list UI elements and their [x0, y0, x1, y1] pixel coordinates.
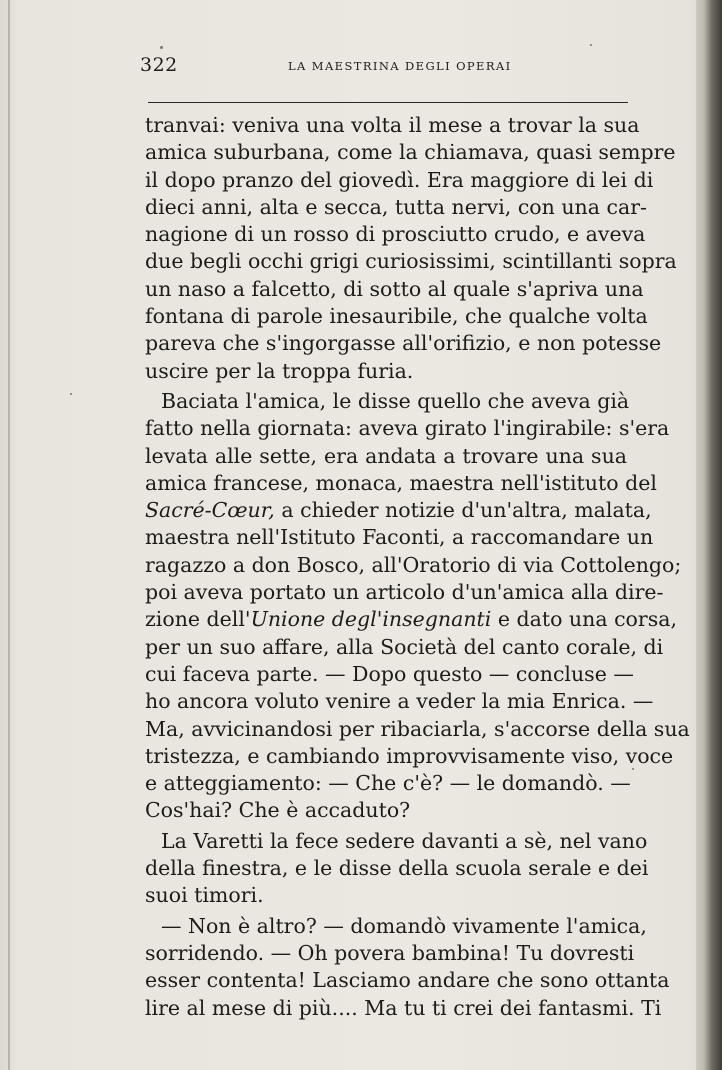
- text-line: tranvai: veniva una volta il mese a trovar la sua: [145, 113, 640, 137]
- page-number: 322: [140, 54, 178, 76]
- paper-speck: [160, 46, 163, 49]
- text-line: della finestra, e le disse della scuola serale e dei: [145, 856, 649, 881]
- text-line: La Varetti la fece sedere davanti a sè, nel vano: [161, 828, 648, 853]
- text-line: uscire per la troppa furia.: [145, 358, 414, 383]
- italic-phrase: Sacré-Cœur,: [145, 498, 275, 523]
- paper-speck: [632, 768, 634, 770]
- text-line: Cos'hai? Che è accaduto?: [145, 798, 411, 823]
- text-line: pareva che s'ingorgasse all'orifizio, e non potesse: [145, 331, 662, 356]
- text-line: amica suburbana, come la chiamava, quasi sempre: [145, 140, 676, 165]
- running-title: LA MAESTRINA DEGLI OPERAI: [288, 59, 512, 73]
- text-line: Baciata l'amica, le disse quello che aveva già: [161, 388, 630, 413]
- paper-speck: [70, 393, 72, 395]
- text-line: fatto nella giornata: aveva girato l'ingirabile: s'era: [145, 416, 670, 441]
- text-line: levata alle sette, era andata a trovare una sua: [145, 443, 627, 468]
- text-line: suoi timori.: [145, 883, 264, 908]
- text-line: nagione di un rosso di prosciutto crudo, e aveva: [145, 222, 646, 247]
- text-line: e atteggiamento: — Che c'è? — le domandò. —: [145, 771, 631, 796]
- text-line: il dopo pranzo del giovedì. Era maggiore di lei di: [145, 167, 654, 192]
- paper-speck: [590, 44, 592, 46]
- text-line: lire al mese di più.... Ma tu ti crei dei fantasmi. Ti: [145, 995, 662, 1020]
- body-text: [145, 112, 690, 1022]
- text-line: maestra nell'Istituto Faconti, a raccomandare un: [145, 525, 654, 550]
- text-line: due begli occhi grigi curiosissimi, scintillanti sopra: [145, 249, 677, 274]
- text-line: Sacré-Cœur, a chieder notizie d'un'altra, malata,: [145, 498, 652, 523]
- running-header: [140, 54, 628, 84]
- text-line: dieci anni, alta e secca, tutta nervi, con una car-: [145, 194, 647, 219]
- page-edge-left: [8, 0, 10, 1070]
- text-line: sorridendo. — Oh povera bambina! Tu dovresti: [145, 940, 635, 965]
- text-line: amica francese, monaca, maestra nell'istituto del: [145, 470, 657, 495]
- italic-phrase: Unione degl'insegnanti: [250, 607, 492, 632]
- text-line: zione dell'Unione degl'insegnanti e dato una corsa,: [145, 607, 677, 632]
- book-spine-shadow: [696, 0, 722, 1070]
- header-rule: [148, 102, 628, 103]
- text-line: — Non è altro? — domandò vivamente l'amica,: [161, 913, 647, 938]
- text-line: poi aveva portato un articolo d'un'amica alla dire-: [145, 580, 664, 605]
- text-line: tristezza, e cambiando improvvisamente viso, voce: [145, 743, 674, 768]
- text-line: ho ancora voluto venire a veder la mia Enrica. —: [145, 689, 654, 714]
- text-line: Ma, avvicinandosi per ribaciarla, s'accorse della sua: [145, 716, 690, 741]
- text-line: fontana di parole inesauribile, che qualche volta: [145, 304, 648, 329]
- text-line: un naso a falcetto, di sotto al quale s'apriva una: [145, 276, 644, 301]
- text-line: per un suo affare, alla Società del canto corale, di: [145, 634, 664, 659]
- text-line: cui faceva parte. — Dopo questo — concluse —: [145, 661, 634, 686]
- text-line: ragazzo a don Bosco, all'Oratorio di via Cottolengo;: [145, 552, 682, 577]
- text-line: esser contenta! Lasciamo andare che sono ottanta: [145, 968, 670, 993]
